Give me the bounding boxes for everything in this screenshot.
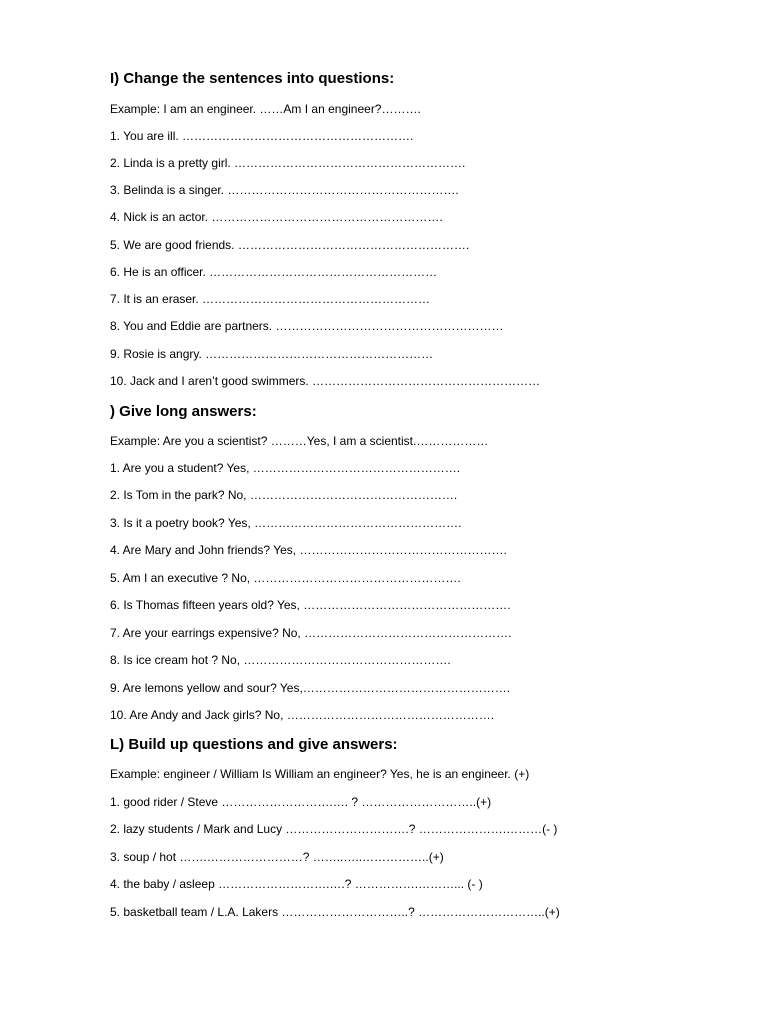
section-1-item: 9. Rosie is angry. ………………………………………………… bbox=[110, 347, 434, 361]
section-2-heading: ) Give long answers: bbox=[110, 403, 257, 420]
section-2-item: 5. Am I an executive ? No, ……………………………………………. bbox=[110, 571, 461, 585]
section-3-heading: L) Build up questions and give answers: bbox=[110, 736, 398, 753]
section-1-item: 3. Belinda is a singer. …………………………………………………. bbox=[110, 183, 459, 197]
section-3-item: 2. lazy students / Mark and Lucy ………………………….? ………………….………(- ) bbox=[110, 822, 558, 836]
section-1-item: 1. You are ill. …………………………………………………. bbox=[110, 129, 414, 143]
section-3-item: 5. basketball team / L.A. Lakers …………………………..? …………………………..(+) bbox=[110, 905, 560, 919]
section-1-heading: I) Change the sentences into questions: bbox=[110, 70, 395, 87]
section-2-item: 10. Are Andy and Jack girls? No, ……………………………………………. bbox=[110, 708, 495, 722]
section-1-item: 10. Jack and I aren’t good swimmers. ………………………………………………… bbox=[110, 374, 541, 388]
section-2-item: 7. Are your earrings expensive? No, ……………………………………………. bbox=[110, 626, 512, 640]
section-3-example: Example: engineer / William Is William an engineer? Yes, he is an engineer. (+) bbox=[110, 767, 530, 781]
section-1-item: 4. Nick is an actor. …………………………………………………. bbox=[110, 210, 443, 224]
section-2-example: Example: Are you a scientist? ………Yes, I am a scientist.……………… bbox=[110, 434, 489, 448]
section-1-example: Example: I am an engineer. ……Am I an engineer?………. bbox=[110, 102, 421, 116]
section-2-item: 6. Is Thomas fifteen years old? Yes, ……………………………………………. bbox=[110, 598, 511, 612]
section-1-item: 7. It is an eraser. ………………………………………………… bbox=[110, 292, 431, 306]
section-1-item: 6. He is an officer. ………………………………………………… bbox=[110, 265, 438, 279]
section-1-item: 2. Linda is a pretty girl. …………………………………………………. bbox=[110, 156, 466, 170]
section-2-item: 4. Are Mary and John friends? Yes, ……………………………………………. bbox=[110, 543, 507, 557]
section-3-item: 4. the baby / asleep ……………………….….? …………….………... (- ) bbox=[110, 877, 483, 891]
section-1-item: 5. We are good friends. …………………………………………………. bbox=[110, 238, 470, 252]
section-1-item: 8. You and Eddie are partners. ………………………………………………… bbox=[110, 319, 504, 333]
section-2-item: 2. Is Tom in the park? No, ……………………………………………. bbox=[110, 488, 458, 502]
section-2-item: 3. Is it a poetry book? Yes, ……………………………………………. bbox=[110, 516, 462, 530]
section-3-item: 1. good rider / Steve ……………………….…. ? ………………………..(+) bbox=[110, 795, 492, 809]
section-2-item: 1. Are you a student? Yes, ……………………………………………. bbox=[110, 461, 461, 475]
section-3-item: 3. soup / hot …….……………………? ……..…..……………..(+) bbox=[110, 850, 444, 864]
section-2-item: 9. Are lemons yellow and sour? Yes,……………………………………………. bbox=[110, 681, 511, 695]
section-2-item: 8. Is ice cream hot ? No, ……………………………………………. bbox=[110, 653, 451, 667]
